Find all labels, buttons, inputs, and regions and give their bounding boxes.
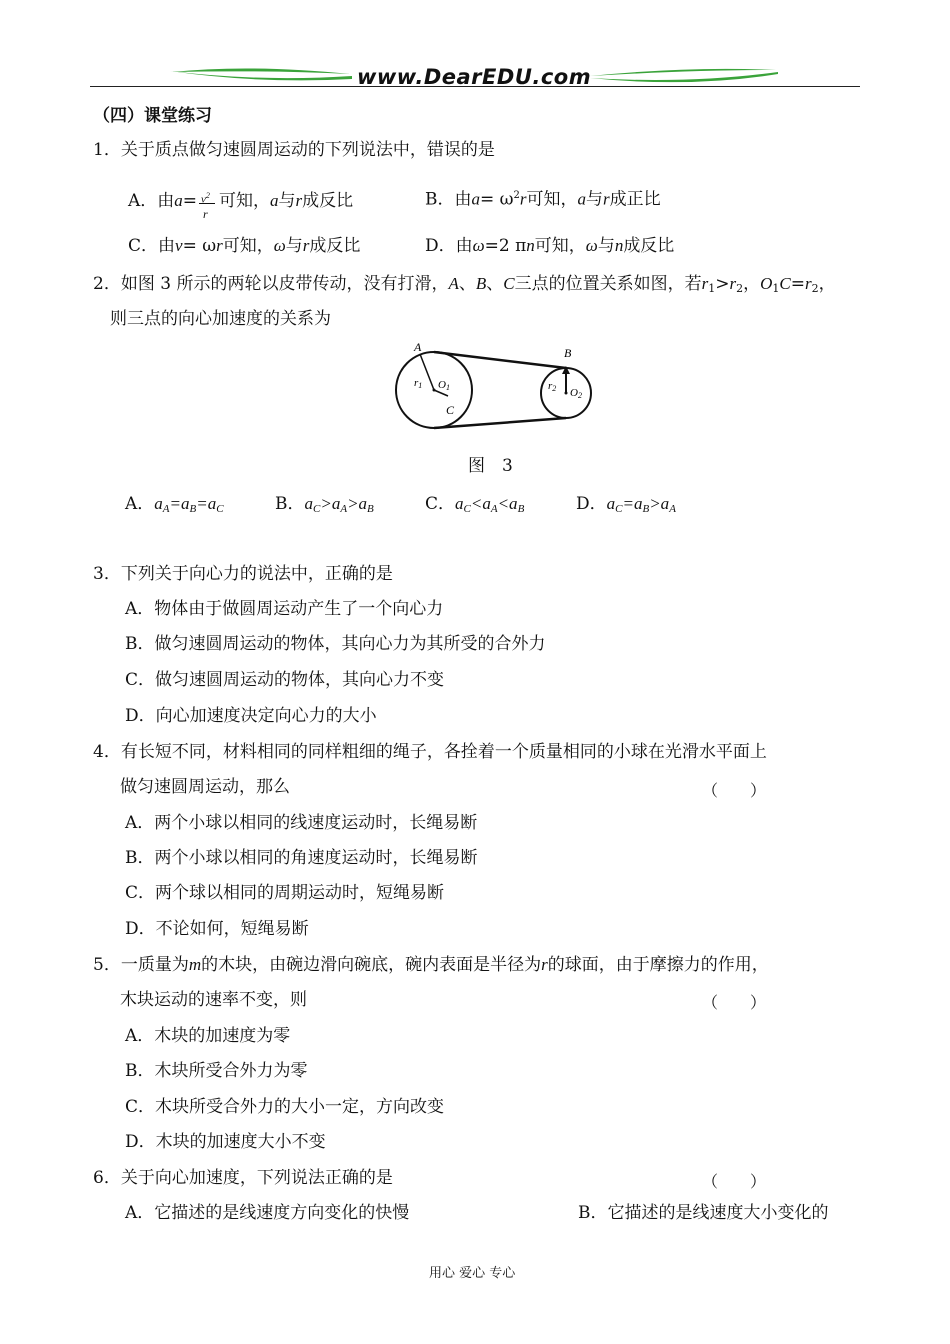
q1-option-c: C．由v= ωr可知，ω与r成反比 xyxy=(128,236,361,256)
section-title: （四）课堂练习 xyxy=(93,106,212,126)
q4-option-a: A．两个小球以相同的线速度运动时，长绳易断 xyxy=(125,813,478,833)
q4-stem-line2: 做匀速圆周运动，那么 xyxy=(120,777,290,797)
q6-option-a: A．它描述的是线速度方向变化的快慢 xyxy=(125,1203,410,1223)
q5-stem-line1: 5．一质量为m的木块，由碗边滑向碗底，碗内表面是半径为r的球面，由于摩擦力的作用， xyxy=(93,955,769,975)
q5-option-a: A．木块的加速度为零 xyxy=(125,1026,291,1046)
header-rule xyxy=(90,86,860,87)
label-o1: O1 xyxy=(438,379,450,392)
q5-stem-line2: 木块运动的速率不变，则 xyxy=(120,990,307,1010)
figure-caption: 图 3 xyxy=(468,456,513,476)
q3-option-d: D．向心加速度决定向心力的大小 xyxy=(125,706,377,726)
label-a: A xyxy=(414,340,422,354)
q5-option-c: C．木块所受合外力的大小一定，方向改变 xyxy=(125,1097,445,1117)
label-r2: r2 xyxy=(548,380,557,393)
belt-top xyxy=(434,352,566,368)
q2-stem-line2: 则三点的向心加速度的关系为 xyxy=(110,309,331,329)
label-r1: r1 xyxy=(414,377,423,390)
label-o2: O2 xyxy=(570,387,582,400)
q2-option-b: B．$a_C>a_A>a_B$ xyxy=(275,494,374,515)
q5-option-d: D．木块的加速度大小不变 xyxy=(125,1132,326,1152)
q1-option-a: A．由a= $v^2$ r 可知，a与r成反比 xyxy=(128,186,353,222)
q5-answer-paren: （ ） xyxy=(702,993,767,1012)
belt-drive-diagram xyxy=(390,340,600,440)
belt-figure xyxy=(390,340,600,440)
logo-text: www.DearEDU.com xyxy=(357,65,592,89)
q3-stem: 3．下列关于向心力的说法中，正确的是 xyxy=(93,564,393,584)
q6-option-b: B．它描述的是线速度大小变化的 xyxy=(578,1203,829,1223)
q2-option-a: A．$a_A=a_B=a_C$ xyxy=(125,494,224,515)
q3-option-a: A．物体由于做圆周运动产生了一个向心力 xyxy=(125,599,444,619)
footer-text: 用心 爱心 专心 xyxy=(429,1266,516,1281)
label-c: C xyxy=(446,403,455,417)
q6-stem: 6．关于向心加速度，下列说法正确的是 xyxy=(93,1168,393,1188)
q4-option-d: D．不论如何，短绳易断 xyxy=(125,919,309,939)
q4-option-b: B．两个小球以相同的角速度运动时，长绳易断 xyxy=(125,848,478,868)
q3-option-c: C．做匀速圆周运动的物体，其向心力不变 xyxy=(125,670,445,690)
q2-stem-line1: 2．如图 3 所示的两轮以皮带传动，没有打滑，A、B、C三点的位置关系如图，若$r_1>r_2$，$O_1C=r_2$， xyxy=(93,274,836,295)
q4-option-c: C．两个球以相同的周期运动时，短绳易断 xyxy=(125,883,445,903)
q1-option-b: B．由$a= \omega^2r$可知，a与r成正比 xyxy=(425,189,661,210)
q1-option-d: D．由ω=2 πn可知，ω与n成反比 xyxy=(425,236,675,256)
label-b: B xyxy=(564,346,572,360)
q5-option-b: B．木块所受合外力为零 xyxy=(125,1061,308,1081)
q3-option-b: B．做匀速圆周运动的物体，其向心力为其所受的合外力 xyxy=(125,634,546,654)
q4-stem-line1: 4．有长短不同，材料相同的同样粗细的绳子，各拴着一个质量相同的小球在光滑水平面上 xyxy=(93,742,767,762)
fraction: $v^2$ r xyxy=(197,186,219,222)
q2-option-d: D．$a_C=a_B>a_A$ xyxy=(576,494,676,515)
q4-answer-paren: （ ） xyxy=(702,781,767,800)
q6-answer-paren: （ ） xyxy=(702,1172,767,1191)
q1-stem: 1．关于质点做匀速圆周运动的下列说法中，错误的是 xyxy=(93,140,495,160)
q2-option-c: C．$a_C<a_A<a_B$ xyxy=(425,494,525,515)
